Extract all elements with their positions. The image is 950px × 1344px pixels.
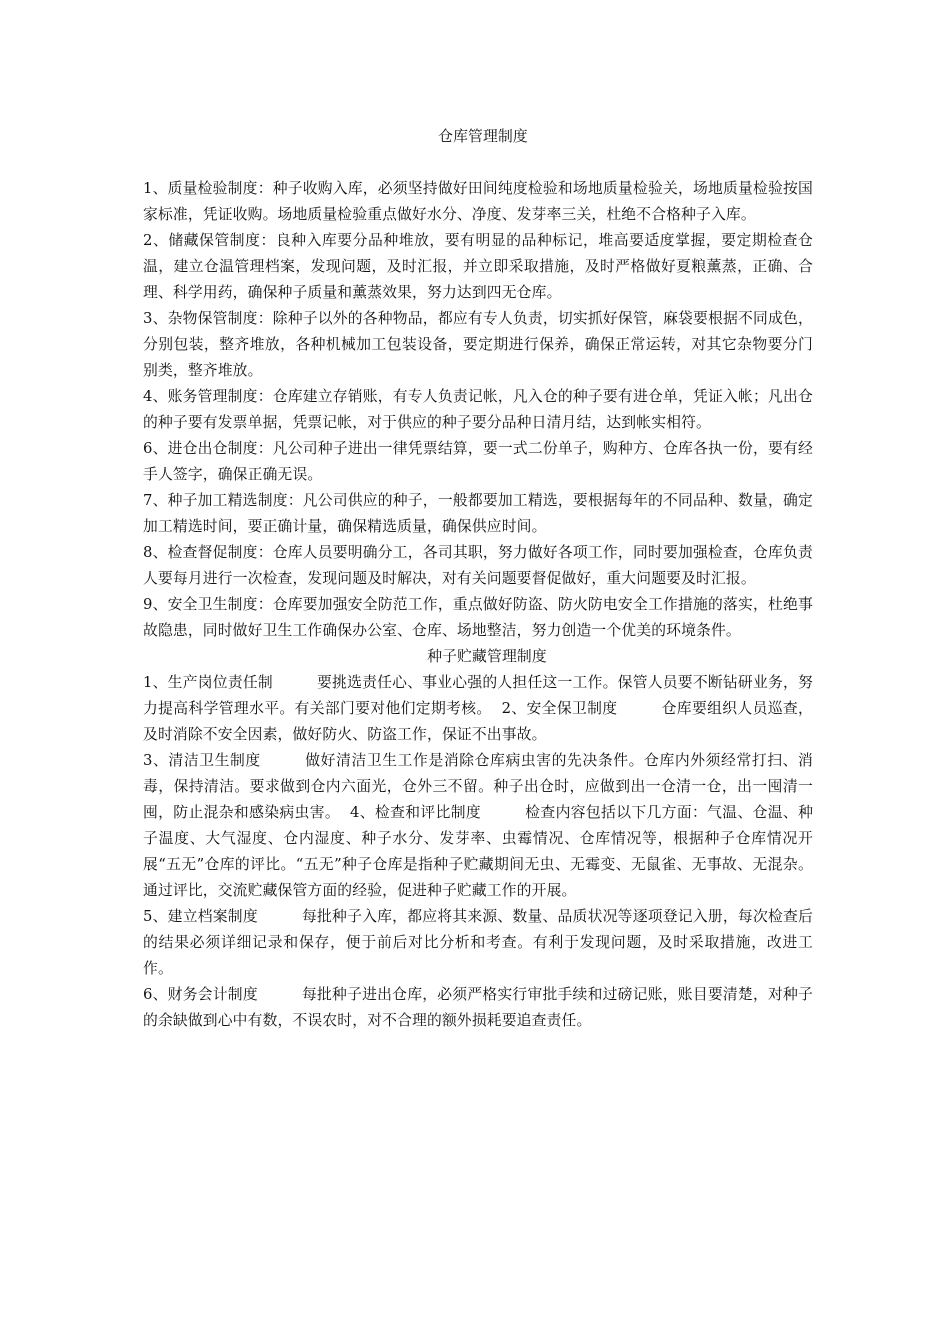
rule-quality-inspection: 1、质量检验制度：种子收购入库，必须坚持做好田间纯度检验和场地质量检验关，场地质量检验按国家标准，凭证收购。场地质量检验重点做好水分、净度、发芽率三关，杜绝不合格种子入库。: [143, 180, 813, 223]
rule-storage: 2、储藏保管制度：良种入库要分品种堆放，要有明显的品种标记，堆高要适度掌握，要定期检查仓温，建立仓温管理档案，发现问题，及时汇报，并立即采取措施，及时严格做好夏粮薰蒸，正确、合理、科学用药，确保种子质量和薰蒸效果，努力达到四无仓库。: [143, 232, 813, 301]
rule-accounts: 4、账务管理制度：仓库建立存销账，有专人负责记帐，凡入仓的种子要有进仓单，凭证入帐；凡出仓的种子要有发票单据，凭票记帐，对于供应的种子要分品种日清月结，达到帐实相符。: [143, 388, 813, 431]
rule-heading-finance: 6、财务会计制度: [143, 986, 258, 1003]
rule-in-out: 6、进仓出仓制度：凡公司种子进出一律凭票结算，要一式二份单子，购种方、仓库各执一份，要有经手人签字，确保正确无误。: [143, 440, 813, 483]
rule-body-archive: 每批种子入库，都应将其来源、数量、品质状况等逐项登记入册，每次检查后的结果必须详细记录和保存，便于前后对比分析和考查。有利于发现问题，及时采取措施，改进工作。: [143, 908, 813, 977]
storage-rules-block-1: [143, 670, 813, 748]
rule-body-finance: 每批种子进出仓库，必须严格实行审批手续和过磅记账，账目要清楚，对种子的余缺做到心中有数，不误农时，对不合理的额外损耗要追查责任。: [143, 986, 813, 1029]
document-title: 仓库管理制度: [438, 128, 528, 145]
storage-rules-block-3: [143, 904, 813, 982]
rule-misc-storage: 3、杂物保管制度：除种子以外的各种物品，都应有专人负责，切实抓好保管，麻袋要根据不同成色，分别包装，整齐堆放，各种机械加工包装设备，要定期进行保养，确保正常运转，对其它杂物要分门别类，整齐堆放。: [143, 310, 813, 379]
storage-rules-block-4: [143, 982, 813, 1034]
rule-heading-post-responsibility: 1、生产岗位责任制: [143, 674, 273, 691]
rule-body-cleaning: 做好清洁卫生工作是消除仓库病虫害的先决条件。仓库内外须经常打扫、消毒，保持清洁。要求做到仓内六面光，仓外三不留。种子出仓时，应做到出一仓清一仓，出一囤清一囤，防止混杂和感染病虫害。: [143, 752, 813, 821]
section-subtitle: 种子贮藏管理制度: [427, 648, 547, 665]
rule-body-post-responsibility: 要挑选责任心、事业心强的人担任这一工作。保管人员要不断钻研业务，努力提高科学管理水平。有关部门要对他们定期考核。: [143, 674, 814, 717]
rule-supervision: 8、检查督促制度：仓库人员要明确分工，各司其职，努力做好各项工作，同时要加强检查，仓库负责人要每月进行一次检查，发现问题及时解决，对有关问题要督促做好，重大问题要及时汇报。: [143, 544, 813, 587]
rule-heading-security: 2、安全保卫制度: [501, 700, 618, 717]
storage-rules-block-2: [143, 748, 813, 904]
rule-heading-archive: 5、建立档案制度: [143, 908, 258, 925]
rule-heading-cleaning: 3、清洁卫生制度: [143, 752, 261, 769]
rule-body-security: 仓库要组织人员巡查，及时消除不安全因素，做好防火、防盗工作，保证不出事故。: [143, 700, 813, 743]
rule-body-inspection: 检查内容包括以下几方面：气温、仓温、种子温度、大气湿度、仓内湿度、种子水分、发芽率、虫霉情况、仓库情况等，根据种子仓库情况开展“五无”仓库的评比。“五无”种子仓库是指种子贮藏期间无虫、无霉变、无鼠雀、无事故、无混杂。通过评比，交流贮藏保管方面的经验，促进种子贮藏工作的开展。: [143, 804, 814, 899]
rule-processing: 7、种子加工精选制度：凡公司供应的种子，一般都要加工精选，要根据每年的不同品种、数量，确定加工精选时间，要正确计量，确保精选质量，确保供应时间。: [143, 492, 813, 535]
document-body: [143, 124, 813, 1034]
rule-safety: 9、安全卫生制度：仓库要加强安全防范工作，重点做好防盗、防火防电安全工作措施的落实，杜绝事故隐患，同时做好卫生工作确保办公室、仓库、场地整洁，努力创造一个优美的环境条件。: [143, 596, 813, 639]
rule-heading-inspection: 4、检查和评比制度: [350, 804, 482, 821]
